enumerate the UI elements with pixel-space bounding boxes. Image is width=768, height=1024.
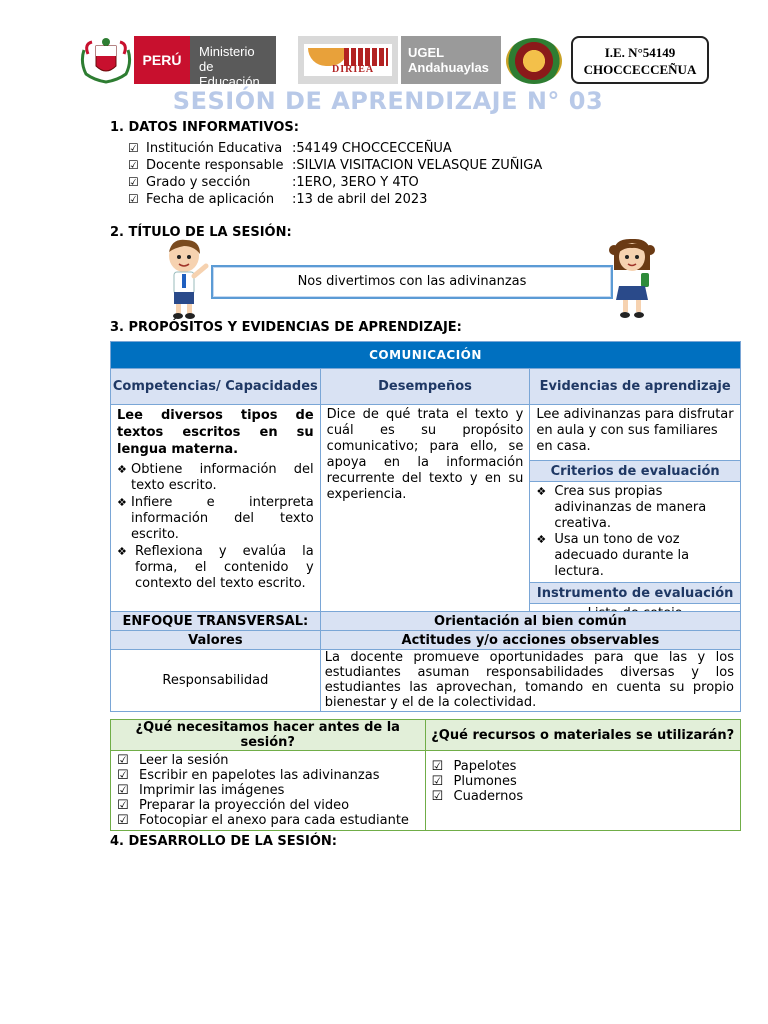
list-item-text: Papelotes [453,759,517,774]
datos-row [128,140,542,157]
section-titulo-heading: 2. TÍTULO DE LA SESIÓN: [110,225,292,240]
col-actitudes: Actitudes y/o acciones observables [320,631,740,650]
col-competencias: Competencias/ Capacidades [111,369,321,405]
list-item [117,753,419,768]
peru-logo [134,36,274,89]
recursos-list [425,751,741,831]
antes-list [111,751,426,831]
competencia-text: Lee diversos tipos de textos escritos en su lengua materna. [117,408,314,457]
datos-value: :54149 CHOCCECCEÑUA [292,141,452,156]
section-propositos-heading: 3. PROPÓSITOS Y EVIDENCIAS DE APRENDIZAJE: [110,320,462,335]
valor-cell: Responsabilidad [111,650,321,712]
criterios-cell [530,482,741,583]
area-header: COMUNICACIÓN [111,342,741,369]
list-item-text: Escribir en papelotes las adivinanzas [139,768,380,783]
criterio-text: Usa un tono de voz adecuado durante la lectura. [554,532,690,579]
col-desempenos: Desempeños [320,369,530,405]
checkbox-icon: ☑ [431,789,444,804]
datos-row [128,191,542,208]
capacidad-item [117,495,314,543]
ugel-line-1: UGEL [408,45,445,60]
session-title-box: Nos divertimos con las adivinanzas [211,265,613,299]
datos-row [128,174,542,191]
bullet-icon: ❖ [536,533,547,546]
ugel-line-2: Andahuaylas [408,60,489,75]
enfoque-table [110,611,741,712]
list-item [117,798,419,813]
list-item-text: Preparar la proyección del video [139,798,350,813]
enfoque-label: ENFOQUE TRANSVERSAL: [111,612,321,631]
checkbox-icon: ☑ [117,768,129,783]
datos-value: :13 de abril del 2023 [292,192,428,207]
capacidad-text: Infiere e interpreta información del texto escrito. [131,495,314,542]
datos-label: Institución Educativa [146,141,283,156]
list-item-text: Plumones [453,774,517,789]
checkbox-icon: ☑ [128,158,139,172]
drea-label: DIRIEA [332,64,375,75]
peru-coat-of-arms-icon [78,36,134,84]
checkbox-icon: ☑ [117,753,129,768]
bullet-icon: ❖ [117,545,127,558]
datos-value: :SILVIA VISITACION VELASQUE ZUÑIGA [292,158,543,173]
col-antes: ¿Qué necesitamos hacer antes de la sesión? [111,720,426,751]
criterio-item [536,484,734,532]
list-item [432,759,735,774]
checkbox-icon: ☑ [431,774,444,789]
list-item-text: Fotocopiar el anexo para cada estudiante [139,813,409,828]
list-item [117,783,419,798]
competencia-cell [111,405,321,630]
list-item [432,789,735,804]
drea-logo [298,36,398,84]
list-item-text: Cuadernos [453,789,524,804]
list-item [432,774,735,789]
ugel-logo [401,36,501,84]
desempeno-cell: Dice de qué trata el texto y cuál es su propósito comunicativo; para ello, se apoya en la información recurrente del texto y en su experiencia. [320,405,530,630]
capacidad-item [117,462,314,494]
drea-emblem [304,44,392,76]
col-evidencias: Evidencias de aprendizaje [530,369,741,405]
checkbox-icon: ☑ [117,798,129,813]
datos-row [128,157,542,174]
school-number: I.E. N°54149 [604,45,676,60]
bullet-icon: ❖ [117,463,127,476]
competencias-table [110,341,741,630]
enfoque-name: Orientación al bien común [320,612,740,631]
checkbox-icon: ☑ [117,813,129,828]
checkbox-icon: ☑ [128,175,139,189]
school-seal-icon [506,38,562,84]
boy-illustration-icon [160,236,212,320]
col-valores: Valores [111,631,321,650]
list-item-text: Imprimir las imágenes [139,783,285,798]
school-id-box [571,36,709,84]
datos-label: Fecha de aplicación [146,192,275,207]
section-datos-heading: 1. DATOS INFORMATIVOS: [110,120,299,135]
list-item [117,813,419,828]
capacidad-text: Obtiene información del texto escrito. [131,462,314,493]
page-title: SESIÓN DE APRENDIZAJE N° 03 [172,87,604,115]
capacidad-text: Reflexiona y evalúa la forma, el contenido y contexto del texto escrito. [135,544,314,591]
bullet-icon: ❖ [117,496,127,509]
checkbox-icon: ☑ [431,759,444,774]
evidencia-cell: Lee adivinanzas para disfrutar en aula y con sus familiares en casa. [530,405,741,461]
ministry-line-1: Ministerio [199,44,255,59]
girl-illustration-icon [608,236,656,320]
datos-list [128,140,542,208]
ministry-line-2: de Educación [199,59,260,89]
criterio-text: Crea sus propias adivinanzas de manera creativa. [554,484,707,531]
actitud-cell: La docente promueve oportunidades para que las y los estudiantes asuman responsabilidades diversas y los estudiantes las aprovechan, tomando en cuenta su propio bienestar y el de la colectividad. [320,650,740,712]
datos-label: Grado y sección [146,175,251,190]
list-item [117,768,419,783]
materiales-table [110,719,741,831]
section-desarrollo-heading: 4. DESARROLLO DE LA SESIÓN: [110,834,337,849]
checkbox-icon: ☑ [117,783,129,798]
instrumento-header: Instrumento de evaluación [530,583,741,604]
col-recursos: ¿Qué recursos o materiales se utilizarán? [425,720,741,751]
capacidad-item [117,544,314,592]
datos-label: Docente responsable [146,158,284,173]
peru-label: PERÚ [142,52,182,68]
criterio-item [536,532,734,580]
school-name: CHOCCECCEÑUA [583,62,697,77]
checkbox-icon: ☑ [128,141,139,155]
datos-value: :1ERO, 3ERO Y 4TO [292,175,419,190]
ministry-label [190,36,276,89]
criterios-header: Criterios de evaluación [530,461,741,482]
header-logos [78,34,714,89]
list-item-text: Leer la sesión [139,753,229,768]
checkbox-icon: ☑ [128,192,139,206]
bullet-icon: ❖ [536,485,547,498]
